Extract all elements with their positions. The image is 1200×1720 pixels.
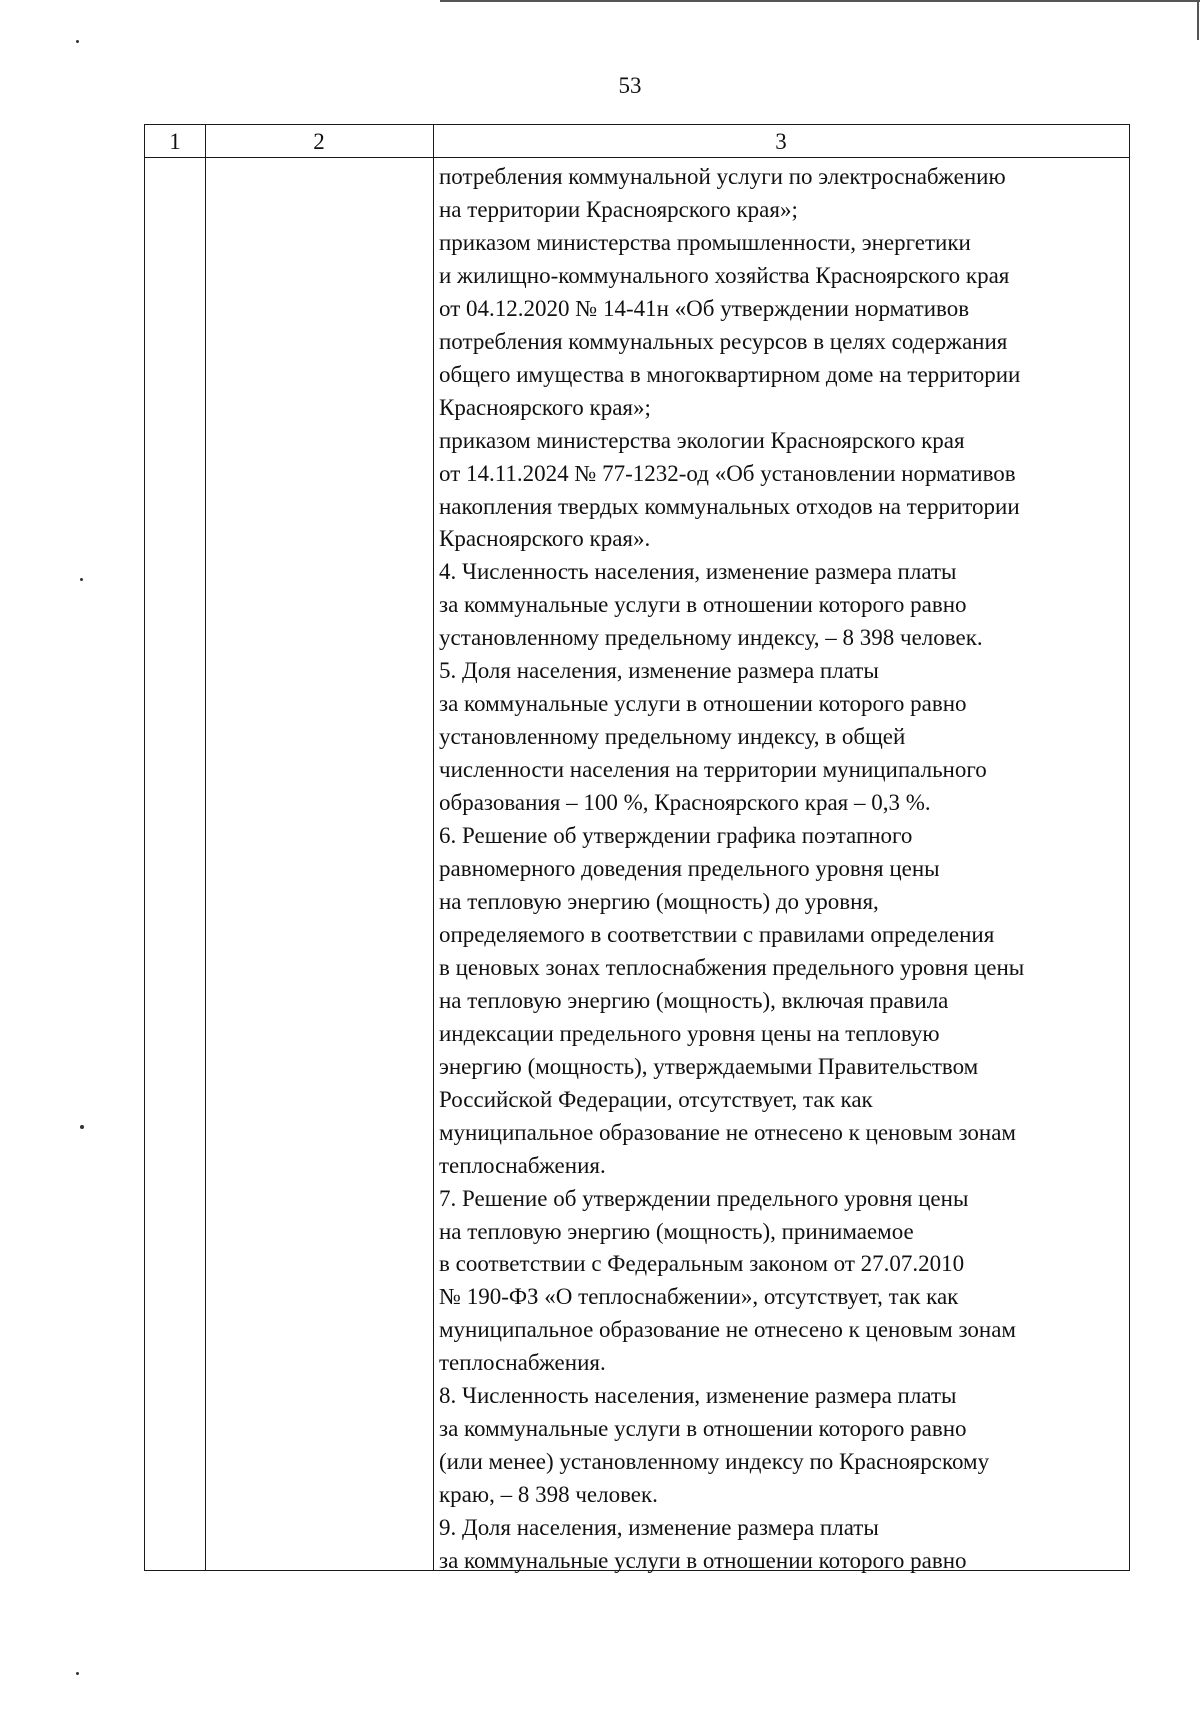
- text-line: общего имущества в многоквартирном доме на территории: [439, 361, 1021, 387]
- text-line: за коммунальные услуги в отношении которого равно: [439, 1416, 967, 1442]
- text-line: Красноярского края»;: [439, 394, 651, 420]
- column-divider: [433, 125, 434, 1570]
- text-line: муниципальное образование не отнесено к ценовым зонам: [439, 1119, 1016, 1145]
- scan-speck: [76, 40, 79, 43]
- text-line: от 04.12.2020 № 14-41н «Об утверждении нормативов: [439, 295, 970, 321]
- text-line: на тепловую энергию (мощность) до уровня,: [439, 888, 879, 914]
- text-line: Красноярского края».: [439, 526, 651, 552]
- header-cell-2: 2: [313, 129, 325, 154]
- text-line: потребления коммунальных ресурсов в целях содержания: [439, 328, 1008, 354]
- text-line: и жилищно-коммунального хозяйства Красноярского края: [439, 262, 1010, 288]
- text-line: теплоснабжения.: [439, 1152, 606, 1178]
- text-line: за коммунальные услуги в отношении которого равно: [439, 691, 967, 717]
- text-line: за коммунальные услуги в отношении которого равно: [439, 592, 967, 618]
- table-header-row: [145, 125, 1129, 158]
- scan-right-edge: [1197, 0, 1199, 40]
- text-line: образования – 100 %, Красноярского края – 0,3 %.: [439, 790, 931, 816]
- text-line: установленному предельному индексу, в общей: [439, 724, 906, 750]
- scan-speck: [80, 578, 83, 581]
- text-line: приказом министерства промышленности, энергетики: [439, 229, 971, 255]
- text-line: от 14.11.2024 № 77-1232-од «Об установлении нормативов: [439, 460, 1016, 486]
- text-line: в соответствии с Федеральным законом от 27.07.2010: [439, 1251, 965, 1277]
- text-line: численности населения на территории муниципального: [439, 757, 987, 783]
- text-line: Российской Федерации, отсутствует, так как: [439, 1086, 873, 1112]
- text-line: 8. Численность населения, изменение размера платы: [439, 1383, 957, 1409]
- text-line: приказом министерства экологии Красноярского края: [439, 427, 965, 453]
- text-line: потребления коммунальной услуги по электроснабжению: [439, 164, 1006, 189]
- text-line: 6. Решение об утверждении графика поэтапного: [439, 823, 913, 849]
- text-line: (или менее) установленному индексу по Красноярскому: [439, 1449, 990, 1475]
- text-line: энергию (мощность), утверждаемыми Правительством: [439, 1053, 979, 1079]
- column-3-text: [439, 161, 1129, 1578]
- page-number: 53: [618, 73, 642, 98]
- text-line: 9. Доля населения, изменение размера платы: [439, 1515, 879, 1541]
- header-cell-3: 3: [775, 129, 787, 154]
- text-line: установленному предельному индексу, – 8 398 человек.: [439, 625, 983, 651]
- document-table: [144, 124, 1130, 1574]
- text-line: муниципальное образование не отнесено к ценовым зонам: [439, 1317, 1016, 1343]
- text-line: краю, – 8 398 человек.: [439, 1482, 658, 1508]
- text-line: накопления твердых коммунальных отходов на территории: [439, 493, 1020, 519]
- text-line: 5. Доля населения, изменение размера платы: [439, 658, 879, 684]
- text-line: в ценовых зонах теплоснабжения предельного уровня цены: [439, 954, 1025, 980]
- scan-speck: [76, 1672, 79, 1675]
- column-divider: [205, 125, 206, 1570]
- text-line: на тепловую энергию (мощность), включая правила: [439, 987, 949, 1013]
- text-line: № 190-ФЗ «О теплоснабжении», отсутствует, так как: [439, 1284, 959, 1310]
- text-line: теплоснабжения.: [439, 1350, 606, 1376]
- text-line: за коммунальные услуги в отношении которого равно: [439, 1548, 967, 1574]
- header-cell-1: 1: [169, 129, 181, 154]
- text-line: на территории Красноярского края»;: [439, 196, 798, 222]
- scan-top-edge: [440, 0, 1200, 2]
- scan-speck: [80, 1125, 84, 1129]
- text-line: на тепловую энергию (мощность), принимаемое: [439, 1218, 914, 1244]
- text-line: равномерного доведения предельного уровня цены: [439, 856, 940, 882]
- text-line: индексации предельного уровня цены на тепловую: [439, 1020, 940, 1046]
- text-line: определяемого в соответствии с правилами определения: [439, 921, 995, 947]
- text-line: 4. Численность населения, изменение размера платы: [439, 559, 957, 585]
- text-line: 7. Решение об утверждении предельного уровня цены: [439, 1185, 969, 1211]
